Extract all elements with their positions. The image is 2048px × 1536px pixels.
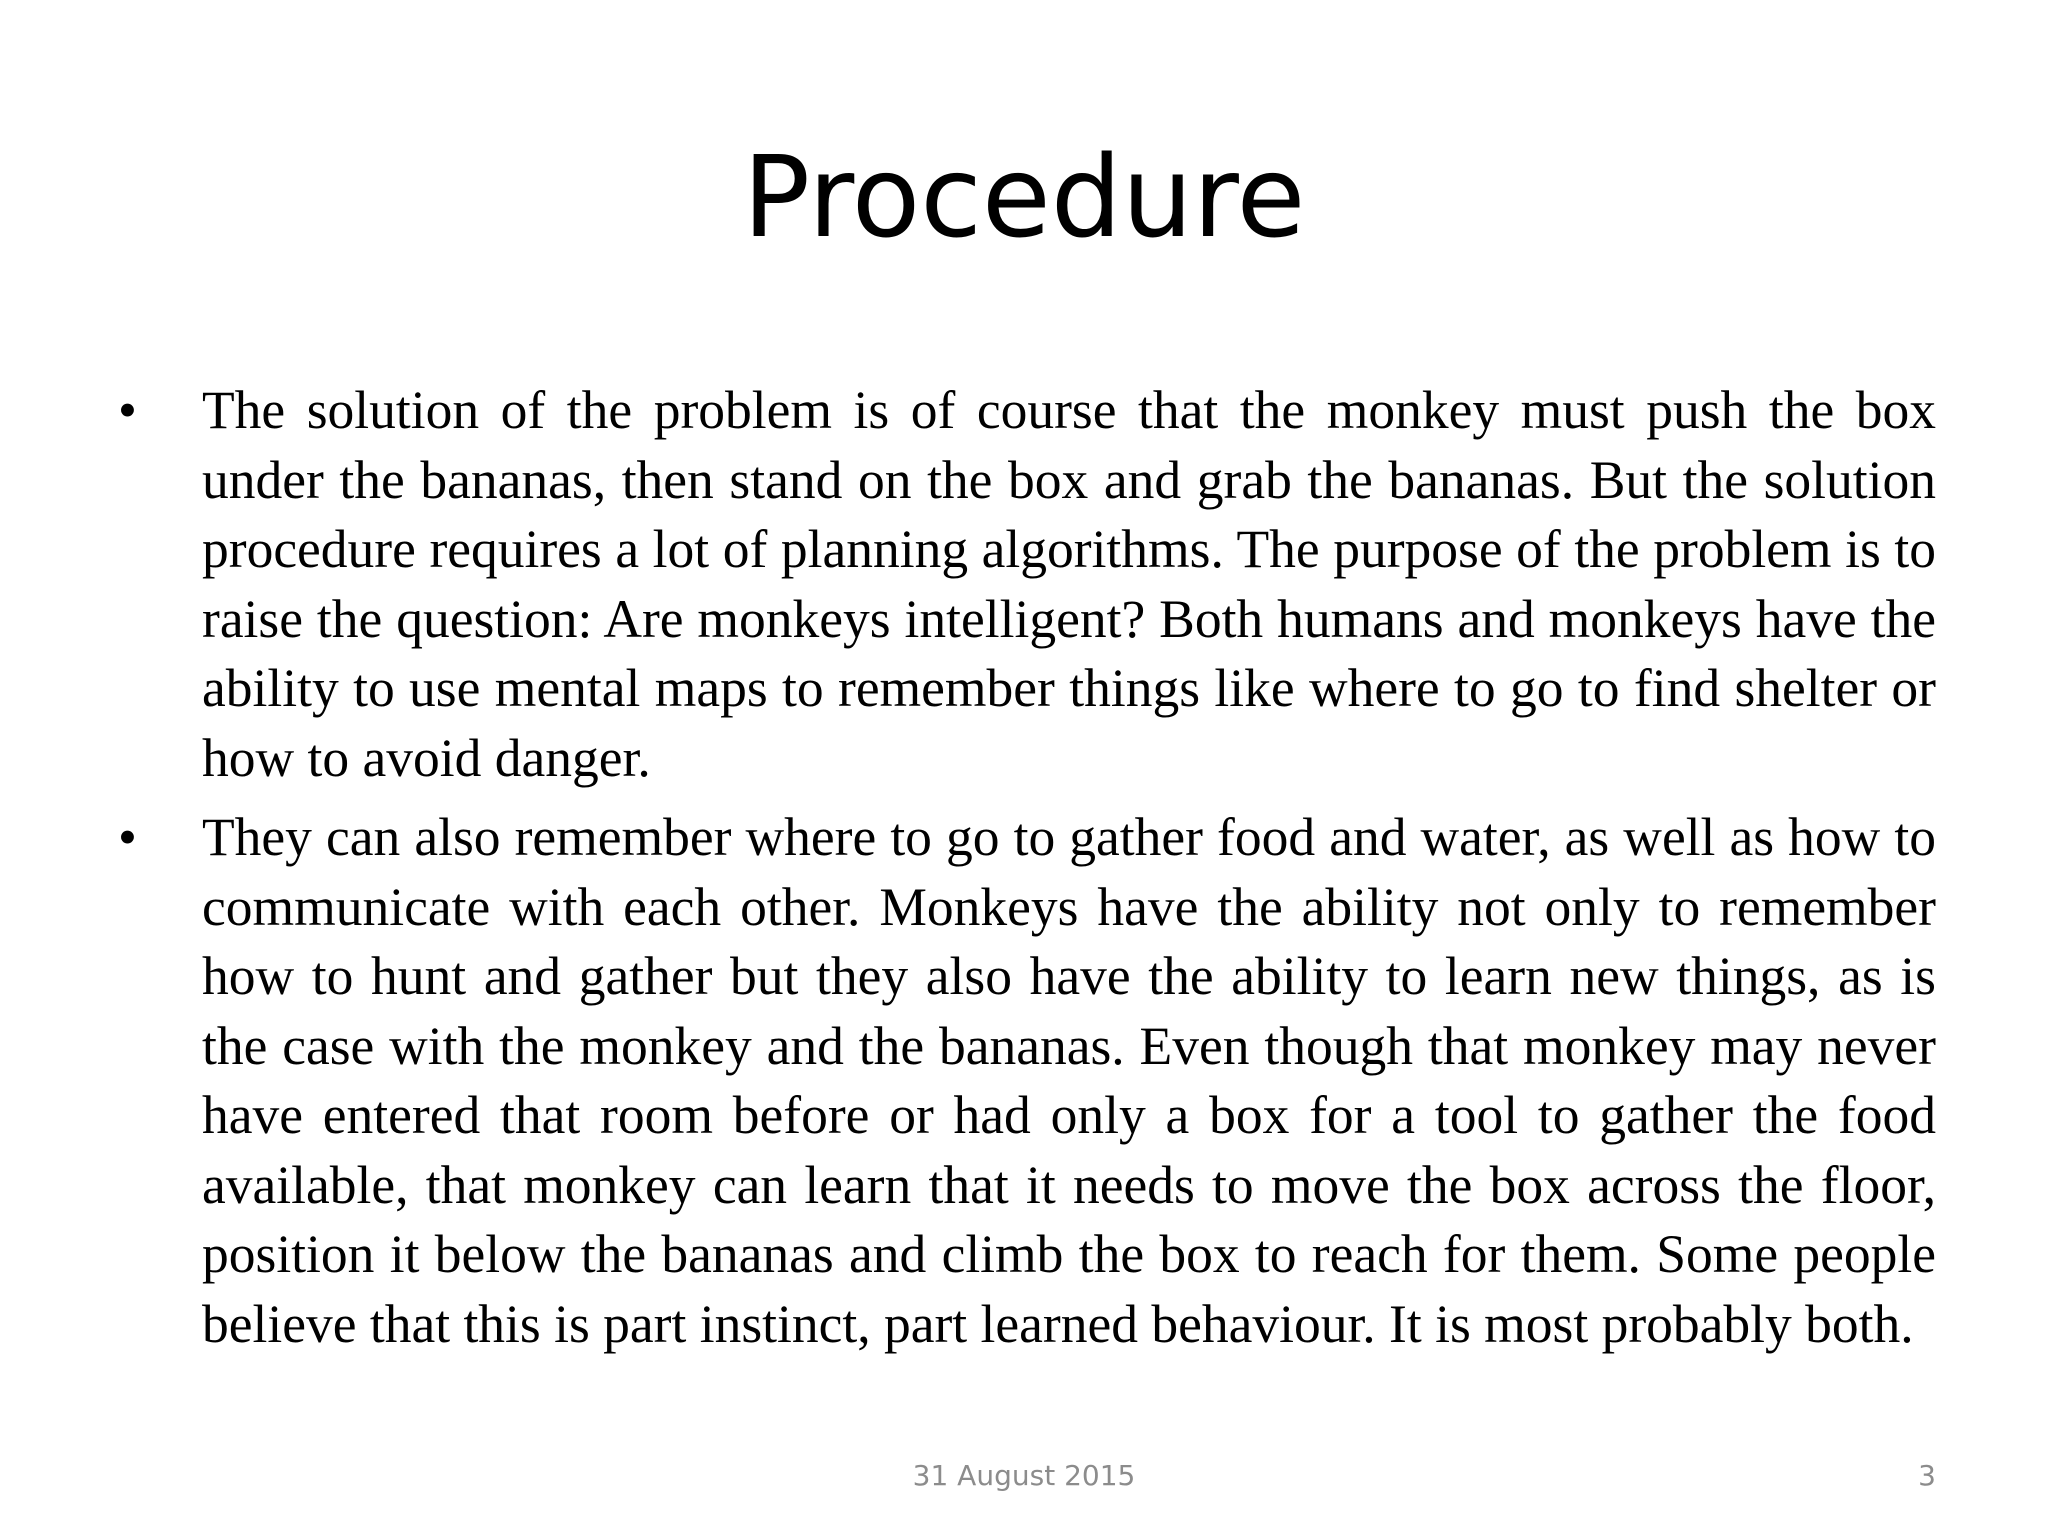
footer-page-number: 3 <box>1918 1459 1936 1492</box>
bullet-text-2: They can also remember where to go to gather food and water, as well as how to communicate with each other. Monkeys have the ability not only to remember how to hunt and gather but they also have the ability to learn new things, as is the case with the monkey and the bananas. Even though that monkey may never have entered that room before or had only a box for a tool to gather the food available, that monkey can learn that it needs to move the box across the floor, position it below the bananas and climb the box to reach for them. Some people believe that this is part instinct, part learned behaviour. It is most probably both. <box>202 807 1936 1354</box>
bullet-item-1 <box>118 376 1936 793</box>
bullet-text-1: The solution of the problem is of course that the monkey must push the box under the bananas, then stand on the box and grab the bananas. But the solution procedure requires a lot of planning algorithms. The purpose of the problem is to raise the question: Are monkeys intelligent? Both humans and monkeys have the ability to use mental maps to remember things like where to go to find shelter or how to avoid danger. <box>202 380 1936 788</box>
slide-content <box>118 376 1936 1369</box>
bullet-dot-icon: • <box>118 807 137 867</box>
bullet-dot-icon: • <box>118 380 137 440</box>
slide-title: Procedure <box>742 133 1306 263</box>
footer-date: 31 August 2015 <box>912 1459 1136 1492</box>
bullet-item-2 <box>118 803 1936 1359</box>
